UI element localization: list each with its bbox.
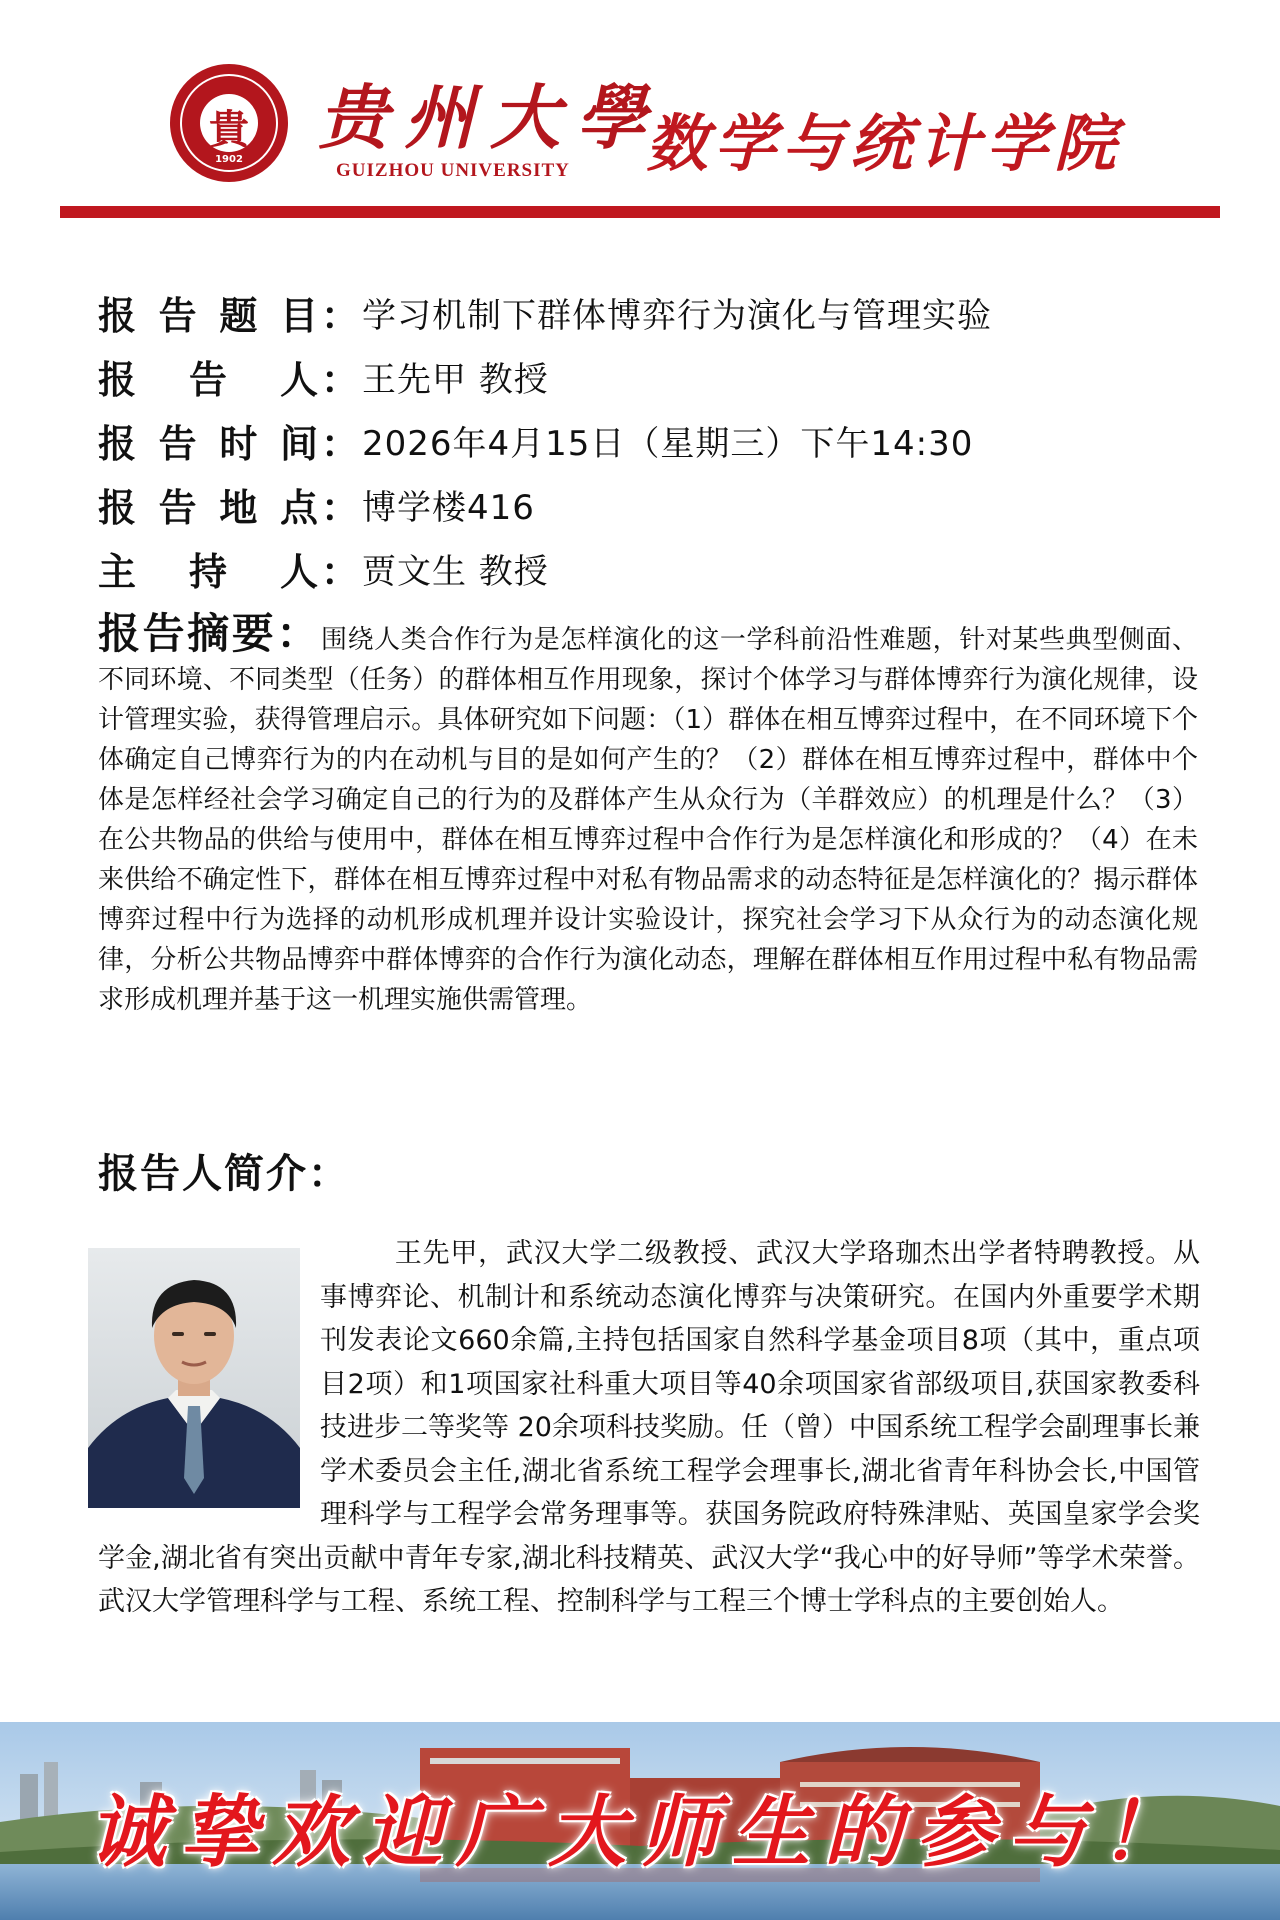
bio-title: 报告人简介： [98,1151,350,1197]
lecture-info [98,280,1198,600]
abstract-label: 报告摘要： [98,609,321,658]
college-name: 数学与统计学院 [646,107,1123,180]
info-label: 主持人 [98,549,318,594]
info-label: 报告题目 [98,293,318,338]
info-value: 博学楼416 [362,487,535,528]
info-row-title [98,280,1198,344]
poster-header [0,0,1280,225]
abstract-section [98,609,1198,1020]
info-value: 学习机制下群体博弈行为演化与管理实验 [362,295,992,336]
portrait-spacer [98,1232,320,1530]
info-colon: ： [320,421,359,466]
info-label: 报告地点 [98,485,318,530]
info-row-host [98,536,1198,600]
info-label: 报告时间 [98,421,318,466]
info-row-speaker [98,344,1198,408]
seal-year: 1902 [215,154,243,165]
info-value: 贾文生 教授 [362,551,549,592]
info-value: 2026年4月15日（星期三）下午14:30 [362,423,974,464]
campus-banner [0,1722,1280,1920]
abstract-text: 围绕人类合作行为是怎样演化的这一学科前沿性难题，针对某些典型侧面、不同环境、不同类型（任务）的群体相互作用现象，探讨个体学习与群体博弈行为演化规律，设计管理实验，获得管理启示。具体研究如下问题：（1）群体在相互博弈过程中，在不同环境下个体确定自己博弈行为的内在动机与目的是如何产生的？（2）群体在相互博弈过程中，群体中个体是怎样经社会学习确定自己的行为的及群体产生从众行为（羊群效应）的机理是什么？（3）在公共物品的供给与使用中，群体在相互博弈过程中合作行为是怎样演化和形成的？（4）在未来供给不确定性下，群体在相互博弈过程中对私有物品需求的动态特征是怎样演化的？揭示群体博弈过程中行为选择的动机形成机理并设计实验设计，探究社会学习下从众行为的动态演化规律，分析公共物品博弈中群体博弈的合作行为演化动态，理解在群体相互作用过程中私有物品需求形成机理并基于这一机理实施供需管理。 [98,625,1198,1015]
university-name-en: GUIZHOU UNIVERSITY [336,160,570,181]
bio-text: 王先甲，武汉大学二级教授、武汉大学珞珈杰出学者特聘教授。从事博弈论、机制计和系统动态演化博弈与决策研究。在国内外重要学术期刊发表论文660余篇,主持包括国家自然科学基金项目8项（其中，重点项目2项）和1项国家社科重大项目等40余项国家省部级项目,获国家教委科技进步二等奖等 20余项科技奖励。任（曾）中国系统工程学会副理事长兼学术委员会主任,湖北省系统工程学会理事长,湖北省青年科协会长,中国管理科学与工程学会常务理事等。获国务院政府特殊津贴、英国皇家学会奖学金,湖北省有突出贡献中青年专家,湖北科技精英、武汉大学“我心中的好导师”等学术荣誉。武汉大学管理科学与工程、系统工程、控制科学与工程三个博士学科点的主要创始人。 [98,1238,1200,1617]
university-seal-logo [170,64,288,182]
info-label: 报告人 [98,357,318,402]
info-value: 王先甲 教授 [362,359,549,400]
seal-glyph: 貴 [209,106,249,153]
university-name-cn: 贵州大學 [318,76,662,159]
bio-section [98,1232,1200,1624]
info-colon: ： [320,549,359,594]
header-divider [60,206,1220,218]
info-row-time [98,408,1198,472]
info-colon: ： [320,293,359,338]
welcome-slogan: 诚挚欢迎广大师生的参与！ [87,1787,1192,1878]
info-row-location [98,472,1198,536]
info-colon: ： [320,357,359,402]
info-colon: ： [320,485,359,530]
